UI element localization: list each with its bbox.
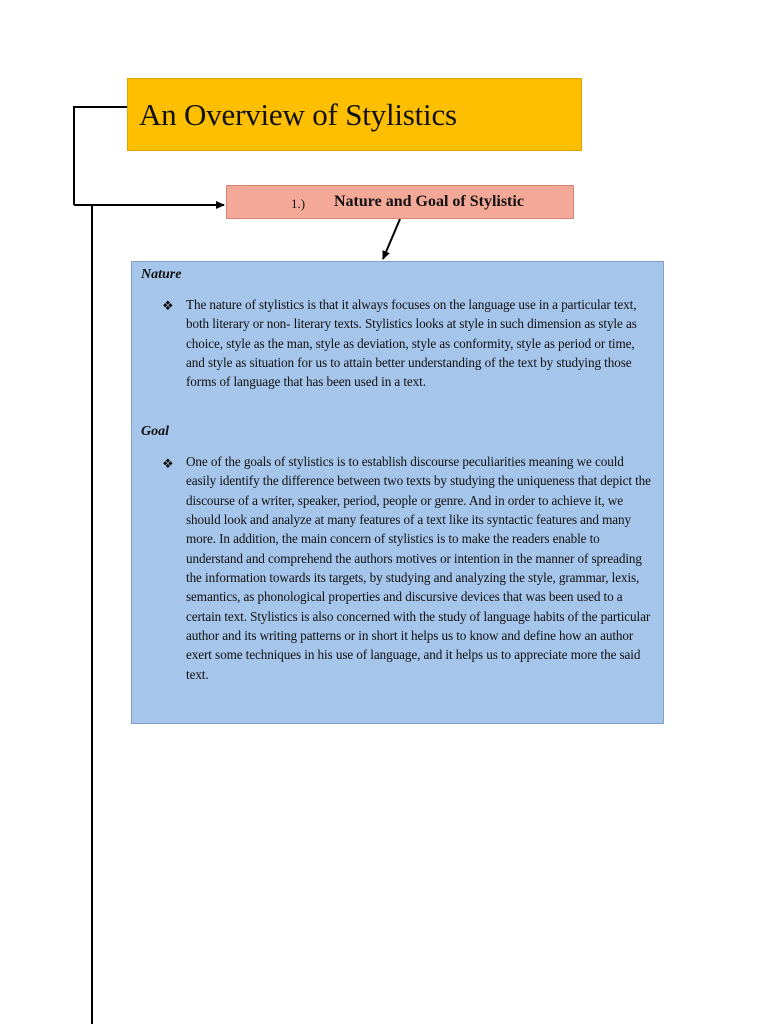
title-connector-line [74, 107, 127, 205]
nature-paragraph: The nature of stylistics is that it always focuses on the language use in a particular text, both literary or non- literary texts. Stylistics looks at style in such dimension as style as choice, style as the man, style as deviation, style as conformity, style as period or time, and style as situation for us to attain better understanding of the text by studying those forms of language that has been used in a text. [186, 297, 637, 390]
goal-heading: Goal [141, 424, 169, 439]
nature-bullet-icon: ❖ [162, 298, 174, 313]
goal-paragraph: One of the goals of stylistics is to establish discourse peculiarities meaning we could easily identify the difference between two texts by studying the uniqueness that depict the discourse of a writer, speaker, period, people or genre. And in order to achieve it, we should look and analyze at many features of a text like its syntactic features and many more. In addition, the main concern of stylistics is to make the readers enable to understand and comprehend the authors motives or intention in the manner of spreading the information towards its targets, by studying and analyzing the style, grammar, lexis, semantics, as phonological properties and discursive devices that was been used to a certain text. Stylistics is also concerned with the study of language habits of the particular author and its writing patterns or in short it helps us to know and define how an author exert some techniques in his use of language, and it helps us to appreciate more the said text. [186, 454, 651, 682]
section-title: Nature and Goal of Stylistic [334, 193, 524, 210]
content-box [131, 261, 664, 724]
title-box [127, 78, 582, 151]
content-arrow [383, 219, 400, 259]
page-title: An Overview of Stylistics [139, 97, 457, 132]
goal-bullet-icon: ❖ [162, 456, 174, 471]
nature-heading: Nature [141, 267, 182, 282]
section-box [226, 185, 574, 219]
section-number: 1.) [291, 196, 306, 211]
